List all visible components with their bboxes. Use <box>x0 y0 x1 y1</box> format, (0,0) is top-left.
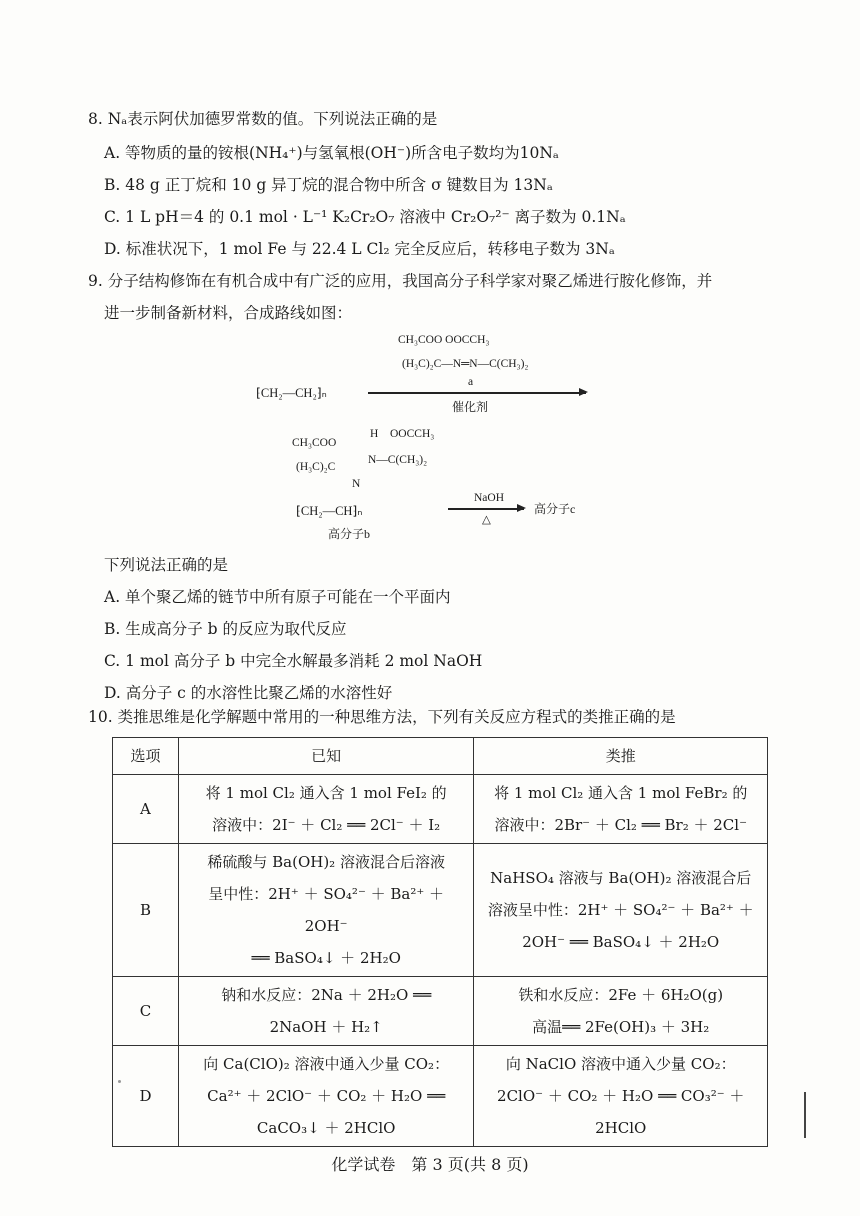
table-row <box>113 775 768 844</box>
b-nitrogen: N <box>352 478 361 490</box>
cell-line: 将 1 mol Cl₂ 通入含 1 mol FeI₂ 的 <box>205 784 447 802</box>
cell-line: 向 NaClO 溶液中通入少量 CO₂： <box>505 1055 736 1073</box>
row-label: B <box>113 844 179 977</box>
known-cell <box>178 1046 474 1147</box>
b-amine-group: N—C(CH₃)₂ <box>368 454 428 466</box>
cell-line: 溶液中：2I⁻ ＋ Cl₂ ══ 2Cl⁻ ＋ I₂ <box>212 816 441 834</box>
row-label: C <box>113 977 179 1046</box>
cell-line: 呈中性：2H⁺ ＋ SO₄²⁻ ＋ Ba²⁺ ＋ 2OH⁻ <box>208 885 445 935</box>
q9-option-b: B. 生成高分子 b 的反应为取代反应 <box>104 620 347 638</box>
cell-line: Ca²⁺ ＋ 2ClO⁻ ＋ CO₂ ＋ H₂O ══ <box>207 1087 446 1105</box>
analog-cell <box>474 977 768 1046</box>
cell-line: 2NaOH ＋ H₂↑ <box>269 1018 383 1036</box>
cell-line: 稀硫酸与 Ba(OH)₂ 溶液混合后溶液 <box>207 853 445 871</box>
b-backbone: ⁅CH₂—CH⁆ₙ <box>296 504 363 518</box>
cell-line: 将 1 mol Cl₂ 通入含 1 mol FeBr₂ 的 <box>494 784 748 802</box>
table-row <box>113 1046 768 1147</box>
heat-symbol: △ <box>482 514 491 526</box>
q9-option-c: C. 1 mol 高分子 b 中完全水解最多消耗 2 mol NaOH <box>104 652 483 670</box>
b-amine-h: H <box>370 428 379 440</box>
row-label: A <box>113 775 179 844</box>
reagent-a-formula: (H₃C)₂C—N═N—C(CH₃)₂ <box>402 358 529 370</box>
naoh-label: NaOH <box>474 492 505 504</box>
cell-line: NaHSO₄ 溶液与 Ba(OH)₂ 溶液混合后 <box>490 869 752 887</box>
cell-line: 2OH⁻ ══ BaSO₄↓ ＋ 2H₂O <box>522 933 720 951</box>
cell-line: CaCO₃↓ ＋ 2HClO <box>256 1119 396 1137</box>
analog-cell <box>474 844 768 977</box>
q8-option-a: A. 等物质的量的铵根(NH₄⁺)与氢氧根(OH⁻)所含电子数均为10Nₐ <box>104 144 559 162</box>
header-option: 选项 <box>113 738 179 775</box>
reaction-arrow-2 <box>448 508 524 510</box>
header-known: 已知 <box>178 738 474 775</box>
b-acetoxy-right: OOCCH₃ <box>390 428 435 440</box>
reagent-a-top: CH₃COO OOCCH₃ <box>398 334 490 346</box>
q8-option-b: B. 48 g 正丁烷和 10 g 异丁烷的混合物中所含 σ 键数目为 13Nₐ <box>104 176 553 194</box>
cell-line: 钠和水反应：2Na ＋ 2H₂O ══ <box>221 986 432 1004</box>
reaction-arrow-1 <box>368 392 586 394</box>
cell-line: 向 Ca(ClO)₂ 溶液中通入少量 CO₂： <box>203 1055 450 1073</box>
q8-stem: 8. Nₐ表示阿伏加德罗常数的值。下列说法正确的是 <box>88 110 438 128</box>
analog-cell <box>474 775 768 844</box>
q9-stem-line1: 9. 分子结构修饰在有机合成中有广泛的应用，我国高分子科学家对聚乙烯进行胺化修饰，并 <box>88 272 713 290</box>
known-cell <box>178 844 474 977</box>
page-footer: 化学试卷 第 3 页(共 8 页) <box>331 1155 529 1174</box>
b-quaternary-c: (H₃C)₂C <box>296 461 336 473</box>
polyethylene-formula: ⁅CH₂—CH₂⁆ₙ <box>256 386 327 400</box>
scan-speck <box>118 1080 121 1083</box>
scan-margin-mark <box>804 1092 806 1138</box>
cell-line: 高温══ 2Fe(OH)₃ ＋ 3H₂ <box>532 1018 710 1036</box>
cell-line: 溶液中：2Br⁻ ＋ Cl₂ ══ Br₂ ＋ 2Cl⁻ <box>494 816 747 834</box>
known-cell <box>178 977 474 1046</box>
q8-option-c: C. 1 L pH＝4 的 0.1 mol · L⁻¹ K₂Cr₂O₇ 溶液中 Cr₂O₇²⁻ 离子数为 0.1Nₐ <box>104 208 626 226</box>
known-cell <box>178 775 474 844</box>
b-acetoxy-left: CH₃COO <box>292 437 337 449</box>
cell-line: 2ClO⁻ ＋ CO₂ ＋ H₂O ══ CO₃²⁻ ＋ 2HClO <box>497 1087 745 1137</box>
q9-prompt: 下列说法正确的是 <box>104 556 229 574</box>
analog-cell <box>474 1046 768 1147</box>
polymer-b-label: 高分子b <box>328 527 371 541</box>
table-header-row <box>113 738 768 775</box>
q10-stem: 10. 类推思维是化学解题中常用的一种思维方法，下列有关反应方程式的类推正确的是 <box>88 708 676 726</box>
q9-option-d: D. 高分子 c 的水溶性比聚乙烯的水溶性好 <box>104 684 393 702</box>
analogy-table <box>112 737 768 1147</box>
table-row <box>113 977 768 1046</box>
header-analog: 类推 <box>474 738 768 775</box>
cell-line: 溶液呈中性：2H⁺ ＋ SO₄²⁻ ＋ Ba²⁺ ＋ <box>487 901 754 919</box>
reagent-a-label: a <box>468 376 474 388</box>
cell-line: ══ BaSO₄↓ ＋ 2H₂O <box>251 949 401 967</box>
catalyst-label: 催化剂 <box>452 400 489 414</box>
row-label: D <box>113 1046 179 1147</box>
q8-option-d: D. 标准状况下，1 mol Fe 与 22.4 L Cl₂ 完全反应后，转移电子数为 3Nₐ <box>104 240 615 258</box>
polymer-c-label: 高分子c <box>534 502 576 516</box>
q9-stem-line2: 进一步制备新材料，合成路线如图： <box>104 304 353 322</box>
table-row <box>113 844 768 977</box>
cell-line: 铁和水反应：2Fe ＋ 6H₂O(g) <box>518 986 724 1004</box>
q9-option-a: A. 单个聚乙烯的链节中所有原子可能在一个平面内 <box>104 588 451 606</box>
